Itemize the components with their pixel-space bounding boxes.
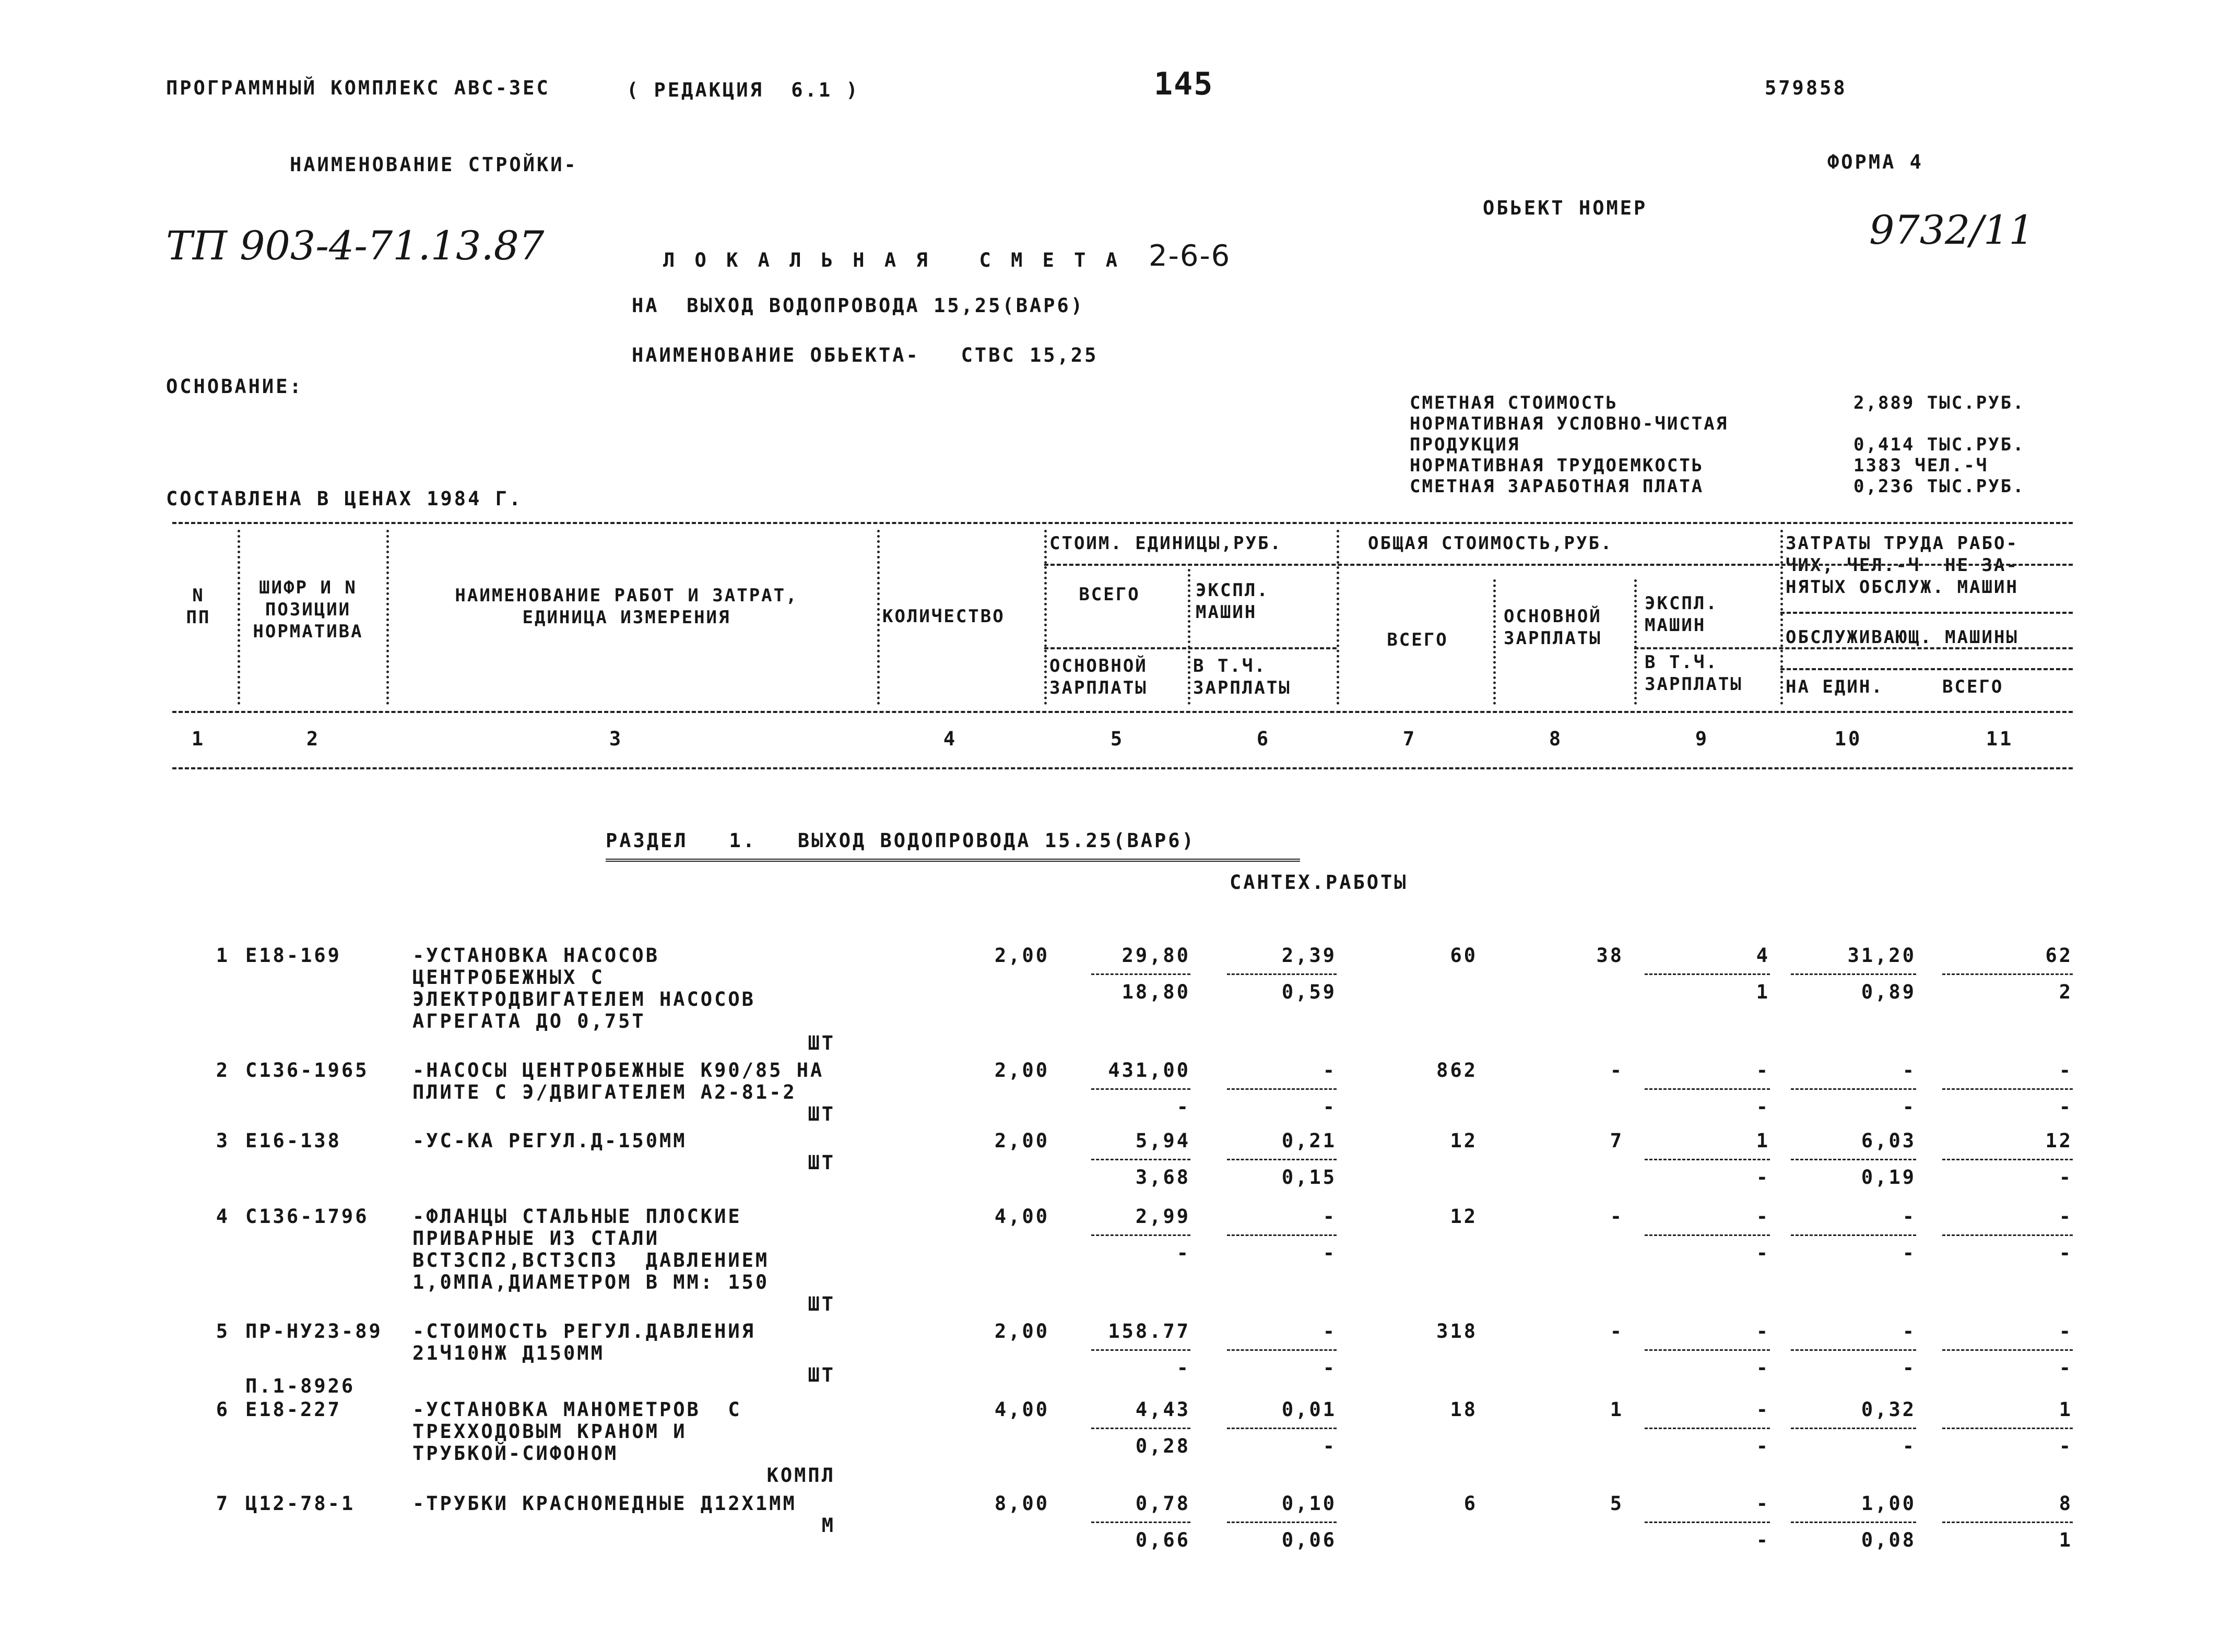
tp-handwritten: ТП 903-4-71.13.87 [166, 222, 545, 269]
row-total: 318 [1436, 1320, 1478, 1342]
row-unit-base-wage: 0,66 [1135, 1529, 1190, 1551]
col-header-unit-total: ВСЕГО [1079, 584, 1140, 605]
summary-row [1410, 413, 2083, 434]
row-code: Ц12-78-1 [245, 1492, 356, 1515]
col-header-total-base-wage: ОСНОВНОЙ ЗАРПЛАТЫ [1504, 606, 1602, 649]
basis-label: ОСНОВАНИЕ: [166, 375, 303, 398]
row-unit-incl-wage: 0,06 [1281, 1529, 1337, 1551]
row-unit-machines: 0,10 [1281, 1492, 1337, 1515]
column-number: 10 [1834, 728, 1862, 750]
row-unit-incl-wage: 0,59 [1281, 981, 1337, 1003]
row-unit-total: 5,94 [1135, 1130, 1190, 1152]
row-labor-total-machines: 1 [2059, 1529, 2073, 1551]
row-quantity: 8,00 [994, 1492, 1049, 1515]
row-quantity: 4,00 [994, 1398, 1049, 1421]
cell-divider [1227, 1234, 1337, 1236]
row-unit-incl-wage: - [1322, 1096, 1337, 1118]
cell-divider [1645, 973, 1770, 975]
row-quantity: 4,00 [994, 1205, 1049, 1228]
row-total-incl-wage: - [1756, 1435, 1770, 1457]
prices-label: СОСТАВЛЕНА В ЦЕНАХ 1984 Г. [166, 488, 523, 510]
summary-value: 0,414 ТЫС.РУБ. [1853, 434, 2025, 455]
row-number: 5 [216, 1320, 230, 1342]
row-labor-unit-machines: 0,19 [1861, 1166, 1916, 1189]
row-number: 7 [216, 1492, 230, 1515]
cell-divider [1645, 1234, 1770, 1236]
row-labor-total-machines: 2 [2059, 981, 2073, 1003]
col-header-quantity: КОЛИЧЕСТВО [882, 606, 1005, 627]
row-code: Е18-227 [245, 1398, 341, 1421]
header-rule [1044, 564, 2073, 566]
col-header-total-cost: ОБЩАЯ СТОИМОСТЬ,РУБ. [1368, 533, 1613, 554]
col-header-unit-cost: СТОИМ. ЕДИНИЦЫ,РУБ. [1049, 533, 1282, 554]
column-number: 7 [1402, 728, 1417, 750]
cell-divider [1227, 1522, 1337, 1523]
summary-label: НОРМАТИВНАЯ ТРУДОЕМКОСТЬ [1410, 455, 1704, 476]
summary-row [1410, 455, 2083, 476]
cell-divider [1227, 1159, 1337, 1160]
column-number: 5 [1110, 728, 1125, 750]
cell-divider [1942, 1428, 2073, 1429]
row-quantity: 2,00 [994, 944, 1049, 967]
cell-divider [1091, 973, 1190, 975]
row-code: С136-1965 [245, 1059, 369, 1081]
cell-divider [1227, 1428, 1337, 1429]
cell-divider [1942, 1088, 2073, 1090]
cell-divider [1091, 1349, 1190, 1351]
column-number: 9 [1695, 728, 1709, 750]
summary-label: ПРОДУКЦИЯ [1410, 434, 1520, 455]
line-name-label: НАИМЕНОВАНИЕ СТРОЙКИ- [290, 153, 578, 176]
row-labor-unit: 6,03 [1861, 1130, 1916, 1152]
row-total-incl-wage: 1 [1756, 981, 1770, 1003]
row-number: 6 [216, 1398, 230, 1421]
row-labor-unit-machines: 0,08 [1861, 1529, 1916, 1551]
cell-divider [1091, 1428, 1190, 1429]
row-total-incl-wage: - [1756, 1096, 1770, 1118]
document-code: 579858 [1765, 77, 1847, 99]
row-labor-unit: - [1902, 1059, 1916, 1081]
row-total: 60 [1450, 944, 1478, 967]
row-labor-total: 1 [2059, 1398, 2073, 1421]
col-header-labor-machines: ОБСЛУЖИВАЮЩ. МАШИНЫ [1786, 627, 2018, 648]
col-header-work-name: НАИМЕНОВАНИЕ РАБОТ И ЗАТРАТ, ЕДИНИЦА ИЗМЕРЕНИЯ [455, 585, 798, 628]
row-labor-total: 8 [2059, 1492, 2073, 1515]
row-unit: ШТ [808, 1032, 835, 1054]
row-code: Е16-138 [245, 1130, 341, 1152]
row-unit-base-wage: 3,68 [1135, 1166, 1190, 1189]
cell-divider [1791, 973, 1916, 975]
cell-divider [1791, 1234, 1916, 1236]
document-subtitle: НА ВЫХОД ВОДОПРОВОДА 15,25(ВАР6) [632, 294, 1085, 317]
cell-divider [1645, 1159, 1770, 1160]
cell-divider [1091, 1522, 1190, 1523]
row-unit-machines: 0,01 [1281, 1398, 1337, 1421]
row-labor-total-machines: - [2059, 1435, 2073, 1457]
row-work-name: -УСТАНОВКА НАСОСОВ ЦЕНТРОБЕЖНЫХ С ЭЛЕКТРОДВИГАТЕЛЕМ НАСОСОВ АГРЕГАТА ДО 0,75Т [412, 944, 755, 1032]
row-total-machines: 4 [1756, 944, 1770, 967]
row-total-base-wage: - [1610, 1320, 1624, 1342]
header-rule [1780, 612, 2073, 614]
row-labor-total-machines: - [2059, 1096, 2073, 1118]
row-unit-incl-wage: - [1322, 1242, 1337, 1264]
column-number: 4 [943, 728, 958, 750]
header-rule [1044, 647, 1337, 649]
row-unit-total: 4,43 [1135, 1398, 1190, 1421]
row-unit-incl-wage: - [1322, 1435, 1337, 1457]
summary-value: 1383 ЧЕЛ.-Ч [1853, 455, 1989, 476]
row-unit: ШТ [808, 1103, 835, 1125]
col-header-total-incl-wage: В Т.Ч. ЗАРПЛАТЫ [1645, 652, 1743, 695]
row-total-incl-wage: - [1756, 1357, 1770, 1379]
row-unit-base-wage: - [1176, 1096, 1190, 1118]
row-work-name: -УС-КА РЕГУЛ.Д-150ММ [412, 1130, 687, 1152]
cell-divider [1791, 1349, 1916, 1351]
row-unit-machines: - [1322, 1320, 1337, 1342]
row-total-incl-wage: - [1756, 1529, 1770, 1551]
row-work-name: -ФЛАНЦЫ СТАЛЬНЫЕ ПЛОСКИЕ ПРИВАРНЫЕ ИЗ СТАЛИ ВСТ3СП2,ВСТ3СП3 ДАВЛЕНИЕМ 1,0МПА,ДИАМЕТРОМ В ММ: 150 [412, 1205, 770, 1293]
row-total-incl-wage: - [1756, 1166, 1770, 1189]
column-number: 6 [1256, 728, 1271, 750]
row-unit-base-wage: 0,28 [1135, 1435, 1190, 1457]
row-unit-total: 158.77 [1108, 1320, 1190, 1342]
col-header-code: ШИФР И N ПОЗИЦИИ НОРМАТИВА [253, 577, 363, 642]
col-header-unit-incl-wage: В Т.Ч. ЗАРПЛАТЫ [1193, 656, 1291, 698]
col-separator [238, 530, 240, 705]
cell-divider [1227, 973, 1337, 975]
col-header-labor-total: ВСЕГО [1942, 676, 2004, 697]
page-number: 145 [1154, 66, 1214, 102]
col-header-unit-machines: ЭКСПЛ. МАШИН [1196, 580, 1269, 623]
cell-divider [1942, 1349, 2073, 1351]
row-labor-unit-machines: 0,89 [1861, 981, 1916, 1003]
row-labor-unit: 0,32 [1861, 1398, 1916, 1421]
row-unit-total: 29,80 [1121, 944, 1190, 967]
row-labor-unit: 1,00 [1861, 1492, 1916, 1515]
document-title-number: 2-6-6 [1149, 239, 1231, 273]
row-total-machines: 1 [1756, 1130, 1770, 1152]
row-unit-machines: - [1322, 1205, 1337, 1228]
cell-divider [1942, 1159, 2073, 1160]
summary-block [1410, 393, 2083, 497]
row-labor-total: 12 [2045, 1130, 2073, 1152]
row-labor-unit: - [1902, 1205, 1916, 1228]
program-name: ПРОГРАММНЫЙ КОМПЛЕКС АВС-3ЕС [166, 77, 550, 99]
row-labor-unit-machines: - [1902, 1242, 1916, 1264]
cell-divider [1791, 1159, 1916, 1160]
col-separator [1493, 579, 1496, 705]
row-total-machines: - [1756, 1398, 1770, 1421]
cell-divider [1227, 1349, 1337, 1351]
row-code: Е18-169 [245, 944, 341, 967]
row-work-name: -УСТАНОВКА МАНОМЕТРОВ С ТРЕХХОДОВЫМ КРАНОМ И ТРУБКОЙ-СИФОНОМ [412, 1398, 742, 1465]
col-header-labor-unit: НА ЕДИН. [1786, 676, 1884, 697]
column-number: 1 [191, 728, 206, 750]
edition-label: ( РЕДАКЦИЯ 6.1 ) [627, 79, 860, 101]
cell-divider [1645, 1349, 1770, 1351]
section-underline [606, 859, 1300, 862]
header-bottom-rule [172, 711, 2073, 713]
object-number-label: ОБЬЕКТ НОМЕР [1483, 197, 1648, 219]
row-labor-total: - [2059, 1205, 2073, 1228]
cell-divider [1791, 1428, 1916, 1429]
col-separator [1188, 569, 1190, 705]
cell-divider [1942, 1522, 2073, 1523]
summary-value: 0,236 ТЫС.РУБ. [1853, 476, 2025, 497]
row-labor-total: - [2059, 1320, 2073, 1342]
row-number: 1 [216, 944, 230, 967]
cell-divider [1942, 973, 2073, 975]
summary-row [1410, 476, 2083, 497]
col-separator [877, 530, 880, 705]
row-unit: КОМПЛ [766, 1464, 835, 1487]
row-code: ПР-НУ23-89 [245, 1320, 383, 1342]
row-unit: ШТ [808, 1364, 835, 1386]
row-labor-unit-machines: - [1902, 1357, 1916, 1379]
row-total: 862 [1436, 1059, 1478, 1081]
col-separator [386, 530, 389, 705]
cell-divider [1091, 1159, 1190, 1160]
row-unit-machines: - [1322, 1059, 1337, 1081]
summary-row [1410, 393, 2083, 413]
row-unit-total: 2,99 [1135, 1205, 1190, 1228]
row-total: 12 [1450, 1130, 1478, 1152]
row-quantity: 2,00 [994, 1320, 1049, 1342]
cell-divider [1091, 1234, 1190, 1236]
summary-value: 2,889 ТЫС.РУБ. [1853, 393, 2025, 413]
column-number: 8 [1549, 728, 1563, 750]
col-header-unit-base-wage: ОСНОВНОЙ ЗАРПЛАТЫ [1049, 656, 1148, 698]
row-unit-machines: 2,39 [1281, 944, 1337, 967]
row-quantity: 2,00 [994, 1059, 1049, 1081]
row-number: 3 [216, 1130, 230, 1152]
cell-divider [1091, 1088, 1190, 1090]
cell-divider [1791, 1522, 1916, 1523]
summary-label: СМЕТНАЯ ЗАРАБОТНАЯ ПЛАТА [1410, 476, 1704, 497]
row-total-machines: - [1756, 1205, 1770, 1228]
row-labor-unit-machines: - [1902, 1435, 1916, 1457]
form-label: ФОРМА 4 [1827, 151, 1923, 173]
row-total: 12 [1450, 1205, 1478, 1228]
row-work-name: -НАСОСЫ ЦЕНТРОБЕЖНЫЕ К90/85 НА ПЛИТЕ С Э/ДВИГАТЕЛЕМ А2-81-2 [412, 1059, 824, 1103]
row-labor-unit: 31,20 [1847, 944, 1916, 967]
row-work-name: -СТОИМОСТЬ РЕГУЛ.ДАВЛЕНИЯ 21Ч10НЖ Д150ММ [412, 1320, 755, 1364]
row-total-base-wage: 5 [1610, 1492, 1624, 1515]
table-top-rule [172, 522, 2073, 524]
row-unit-machines: 0,21 [1281, 1130, 1337, 1152]
row-unit-total: 431,00 [1108, 1059, 1190, 1081]
column-number: 3 [609, 728, 623, 750]
row-unit: ШТ [808, 1293, 835, 1315]
row-total-machines: - [1756, 1059, 1770, 1081]
section-title: РАЗДЕЛ 1. ВЫХОД ВОДОПРОВОДА 15.25(ВАР6) [606, 829, 1196, 852]
column-number: 2 [306, 728, 321, 750]
row-work-name: -ТРУБКИ КРАСНОМЕДНЫЕ Д12Х1ММ [412, 1492, 797, 1515]
row-labor-total: 62 [2045, 944, 2073, 967]
cell-divider [1227, 1088, 1337, 1090]
row-unit-base-wage: 18,80 [1121, 981, 1190, 1003]
row-code: С136-1796 [245, 1205, 369, 1228]
row-unit-base-wage: - [1176, 1242, 1190, 1264]
column-numbers-rule [172, 767, 2073, 769]
document-title: Л О К А Л Ь Н А Я С М Е Т А [663, 249, 1122, 271]
row-number: 2 [216, 1059, 230, 1081]
row-total-machines: - [1756, 1492, 1770, 1515]
row-total-base-wage: 38 [1596, 944, 1624, 967]
col-header-total-machines: ЭКСПЛ. МАШИН [1645, 593, 1718, 636]
header-rule [1780, 668, 2073, 670]
object-number-handwritten: 9732/11 [1869, 207, 2034, 253]
row-unit-base-wage: - [1176, 1357, 1190, 1379]
object-name: НАИМЕНОВАНИЕ ОБЬЕКТА- СТВС 15,25 [632, 344, 1099, 366]
col-header-labor: ЗАТРАТЫ ТРУДА РАБО- ЧИХ, ЧЕЛ.-Ч НЕ ЗА- НЯТЫХ ОБСЛУЖ. МАШИН [1786, 533, 2018, 598]
col-separator [1634, 579, 1637, 705]
header-rule [1634, 647, 2073, 649]
row-labor-unit-machines: - [1902, 1096, 1916, 1118]
summary-row [1410, 434, 2083, 455]
summary-label: НОРМАТИВНАЯ УСЛОВНО-ЧИСТАЯ [1410, 413, 1729, 434]
summary-label: СМЕТНАЯ СТОИМОСТЬ [1410, 393, 1618, 413]
row-total-machines: - [1756, 1320, 1770, 1342]
row-labor-total-machines: - [2059, 1242, 2073, 1264]
row-unit-total: 0,78 [1135, 1492, 1190, 1515]
row-unit-incl-wage: - [1322, 1357, 1337, 1379]
row-labor-unit: - [1902, 1320, 1916, 1342]
cell-divider [1942, 1234, 2073, 1236]
row-number: 4 [216, 1205, 230, 1228]
column-number: 11 [1986, 728, 2014, 750]
row-unit: М [821, 1514, 835, 1537]
cell-divider [1645, 1088, 1770, 1090]
row-quantity: 2,00 [994, 1130, 1049, 1152]
row-total-base-wage: - [1610, 1059, 1624, 1081]
row-unit-incl-wage: 0,15 [1281, 1166, 1337, 1189]
cell-divider [1645, 1428, 1770, 1429]
cell-divider [1791, 1088, 1916, 1090]
row-unit: ШТ [808, 1151, 835, 1174]
col-separator [1337, 530, 1339, 705]
row-labor-total-machines: - [2059, 1166, 2073, 1189]
col-header-total: ВСЕГО [1387, 629, 1448, 650]
col-separator [1044, 530, 1047, 705]
row-total: 18 [1450, 1398, 1478, 1421]
row-code-extra: П.1-8926 [245, 1375, 356, 1397]
row-total: 6 [1463, 1492, 1478, 1515]
row-total-incl-wage: - [1756, 1242, 1770, 1264]
row-total-base-wage: 1 [1610, 1398, 1624, 1421]
section-subtitle: САНТЕХ.РАБОТЫ [1230, 871, 1408, 894]
row-labor-total-machines: - [2059, 1357, 2073, 1379]
cell-divider [1645, 1522, 1770, 1523]
col-separator [1780, 530, 1783, 705]
col-header-number: N ПП [186, 585, 211, 628]
row-total-base-wage: 7 [1610, 1130, 1624, 1152]
row-total-base-wage: - [1610, 1205, 1624, 1228]
row-labor-total: - [2059, 1059, 2073, 1081]
